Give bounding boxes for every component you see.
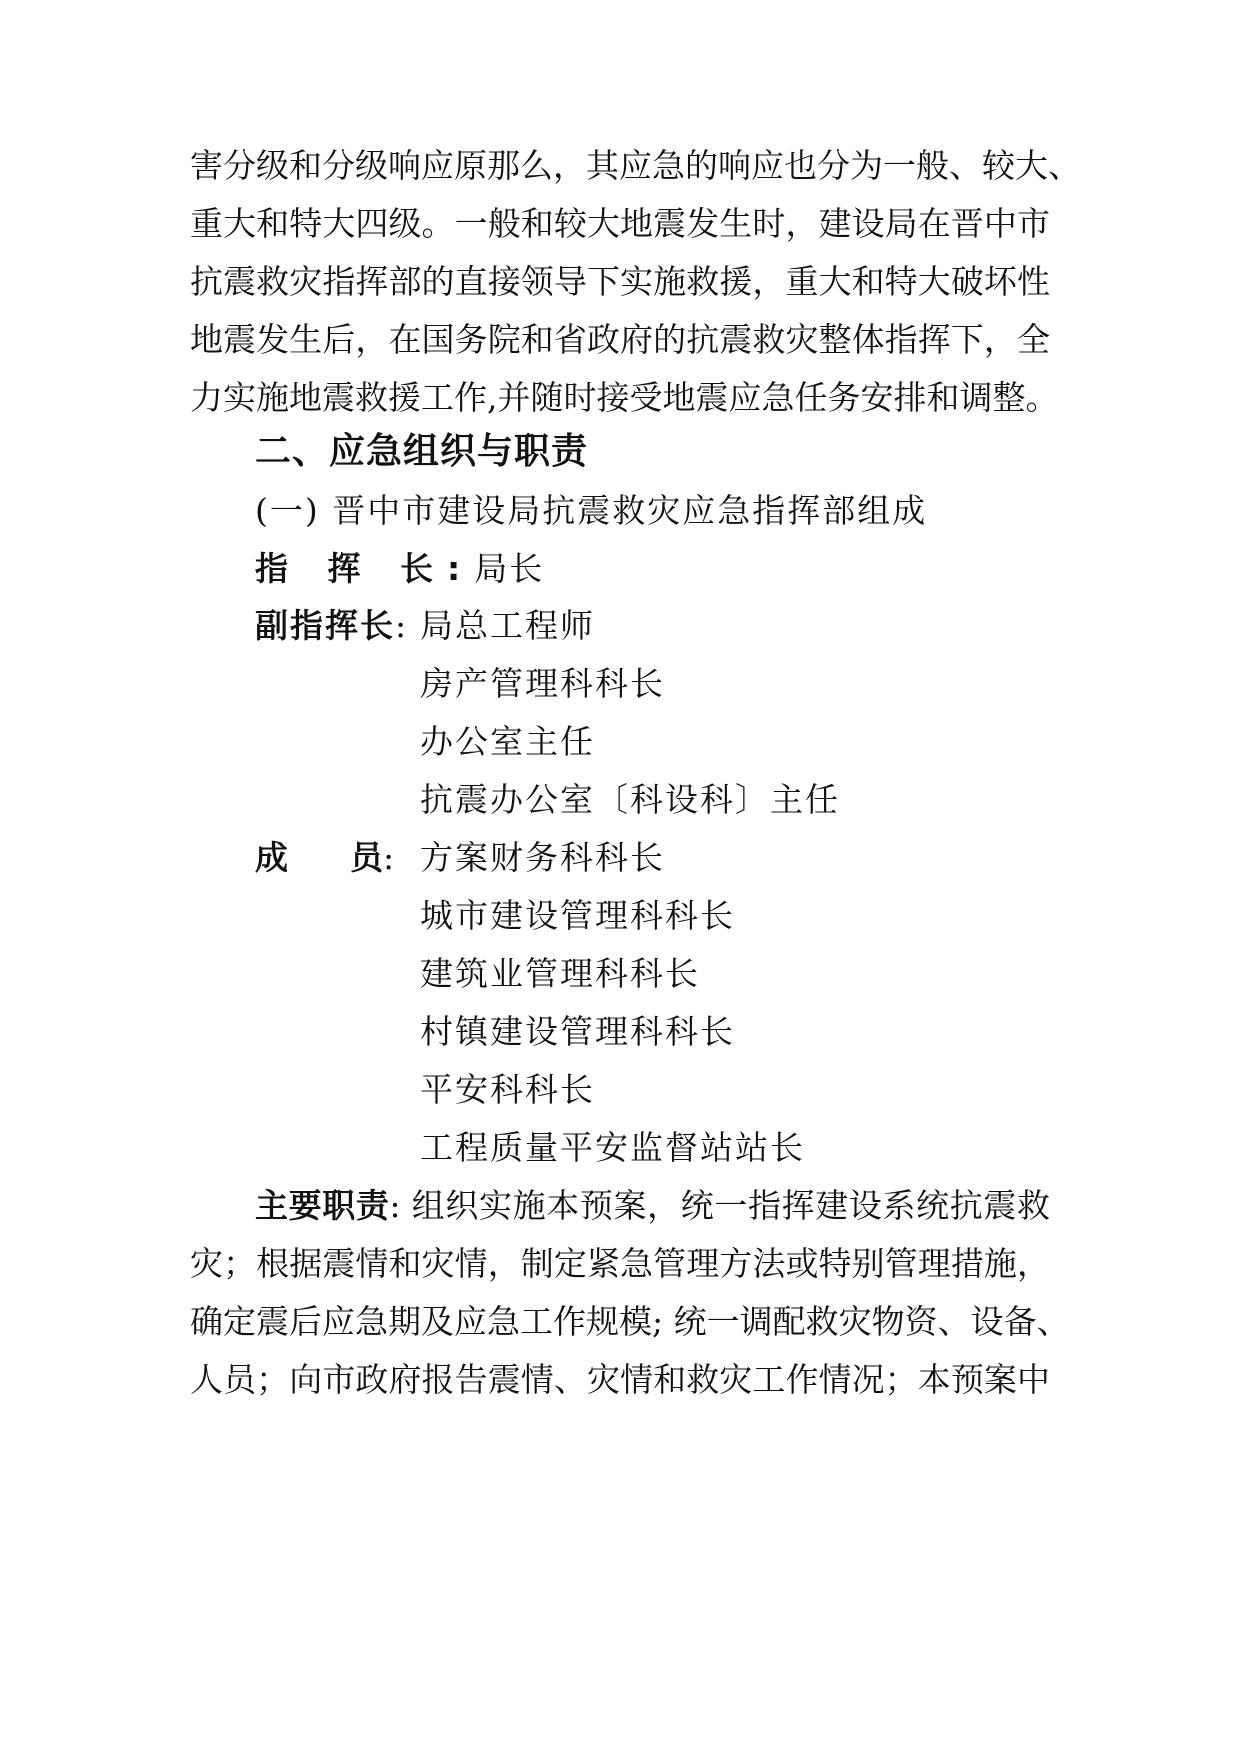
member-value: 村镇建设管理科科长 <box>420 1012 735 1051</box>
deputy-row <box>255 606 408 646</box>
deputy-value: 办公室主任 <box>420 722 595 761</box>
duties-text: 组织实施本预案，统一指挥建设系统抗震救 <box>411 1186 1050 1225</box>
members-label-last: 员 <box>350 838 383 877</box>
deputy-label: 副指挥长 <box>255 606 395 645</box>
duties-line: 灾；根据震情和灾情，制定紧急管理方法或特别管理措施， <box>190 1244 1050 1283</box>
member-value: 平安科科长 <box>420 1070 595 1109</box>
member-value: 方案财务科科长 <box>420 838 665 877</box>
commander-row <box>255 549 544 589</box>
section-heading: 二、应急组织与职责 <box>255 431 589 472</box>
members-row <box>255 838 396 878</box>
commander-value: 局长 <box>474 549 545 588</box>
paragraph-line: 地震发生后，在国务院和省政府的抗震救灾整体指挥下，全 <box>190 320 1050 359</box>
duties-first-line <box>255 1186 1050 1226</box>
members-label <box>255 838 383 877</box>
section-subheading: (一) 晋中市建设局抗震救灾应急指挥部组成 <box>255 491 928 530</box>
paragraph-line: 害分级和分级响应原那么，其应急的响应也分为一般、较大、 <box>190 146 1081 185</box>
commander-label: 指 挥 长: <box>255 549 475 588</box>
member-value: 工程质量平安监督站站长 <box>420 1128 805 1167</box>
duties-line: 确定震后应急期及应急工作规模; 统一调配救灾物资、设备、 <box>190 1302 1070 1341</box>
duties-label: 主要职责 <box>255 1186 390 1225</box>
paragraph-line: 抗震救灾指挥部的直接领导下实施救援，重大和特大破坏性 <box>190 262 1050 301</box>
deputy-value: 房产管理科科长 <box>420 664 665 703</box>
deputy-value: 局总工程师 <box>420 606 595 645</box>
duties-line: 人员；向市政府报告震情、灾情和救灾工作情况；本预案中 <box>190 1360 1050 1399</box>
deputy-colon: : <box>395 606 409 645</box>
members-label-first: 成 <box>255 838 288 877</box>
duties-colon: : <box>389 1186 401 1225</box>
paragraph-line: 重大和特大四级。一般和较大地震发生时，建设局在晋中市 <box>190 204 1050 243</box>
paragraph-line: 力实施地震救援工作,并随时接受地震应急任务安排和调整。 <box>190 378 1059 417</box>
member-value: 城市建设管理科科长 <box>420 896 735 935</box>
members-colon: : <box>383 838 397 877</box>
deputy-value: 抗震办公室〔科设科〕主任 <box>420 780 840 819</box>
member-value: 建筑业管理科科长 <box>420 954 700 993</box>
